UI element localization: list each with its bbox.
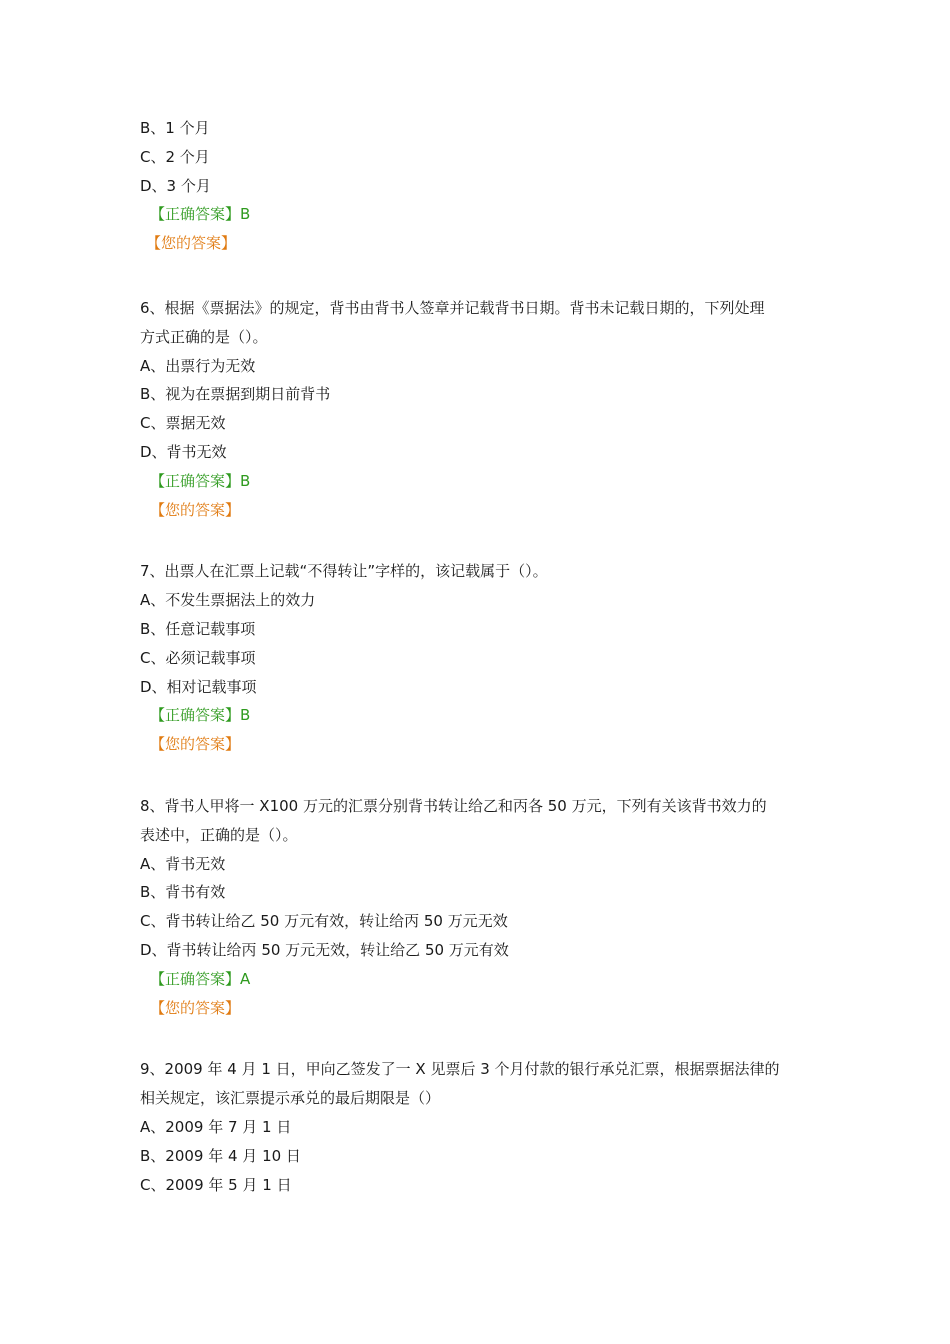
option-a: A、背书无效 bbox=[140, 854, 226, 873]
question-stem-line: 7、出票人在汇票上记载“不得转让”字样的，该记载属于（）。 bbox=[140, 562, 548, 581]
option-a: A、不发生票据法上的效力 bbox=[140, 591, 316, 610]
question-stem-line: 相关规定，该汇票提示承兑的最后期限是（） bbox=[140, 1089, 441, 1108]
option-b: B、1 个月 bbox=[140, 119, 210, 137]
correct-answer: 【正确答案】B bbox=[150, 471, 251, 490]
option-c: C、背书转让给乙 50 万元有效，转让给丙 50 万元无效 bbox=[140, 912, 508, 931]
option-c: C、2009 年 5 月 1 日 bbox=[140, 1175, 292, 1194]
correct-answer: 【正确答案】A bbox=[150, 969, 251, 988]
option-c: C、票据无效 bbox=[140, 414, 226, 433]
document-page bbox=[140, 118, 820, 1203]
option-b: B、背书有效 bbox=[140, 883, 226, 902]
option-b: B、任意记载事项 bbox=[140, 619, 256, 638]
question-5 bbox=[140, 118, 820, 253]
option-a: A、2009 年 7 月 1 日 bbox=[140, 1117, 292, 1136]
question-stem-line: 8、背书人甲将一 X100 万元的汇票分别背书转让给乙和丙各 50 万元，下列有关该背书效力的 bbox=[140, 796, 767, 815]
question-7 bbox=[140, 561, 820, 754]
your-answer: 【您的答案】 bbox=[150, 998, 241, 1017]
correct-answer: 【正确答案】B bbox=[150, 205, 251, 224]
option-d: D、背书无效 bbox=[140, 442, 227, 461]
option-d: D、背书转让给丙 50 万元无效，转让给乙 50 万元有效 bbox=[140, 940, 509, 959]
option-c: C、2 个月 bbox=[140, 147, 210, 166]
option-a: A、出票行为无效 bbox=[140, 356, 256, 375]
option-d: D、相对记载事项 bbox=[140, 677, 257, 696]
option-d: D、3 个月 bbox=[140, 176, 211, 195]
option-b: B、视为在票据到期日前背书 bbox=[140, 385, 331, 404]
option-b: B、2009 年 4 月 10 日 bbox=[140, 1146, 301, 1165]
question-stem-line: 9、2009 年 4 月 1 日，甲向乙签发了一 X 见票后 3 个月付款的银行承兑汇票，根据票据法律的 bbox=[140, 1060, 780, 1079]
your-answer: 【您的答案】 bbox=[146, 234, 237, 253]
your-answer: 【您的答案】 bbox=[150, 735, 241, 754]
correct-answer: 【正确答案】B bbox=[150, 706, 251, 725]
question-6 bbox=[140, 298, 820, 520]
question-stem-line: 方式正确的是（）。 bbox=[140, 327, 268, 346]
question-stem-line: 6、根据《票据法》的规定，背书由背书人签章并记载背书日期。背书未记载日期的，下列处理 bbox=[140, 298, 765, 317]
your-answer: 【您的答案】 bbox=[150, 500, 241, 519]
question-8 bbox=[140, 796, 820, 1018]
question-9 bbox=[140, 1059, 820, 1194]
question-stem-line: 表述中，正确的是（）。 bbox=[140, 825, 298, 844]
option-c: C、必须记载事项 bbox=[140, 648, 256, 667]
